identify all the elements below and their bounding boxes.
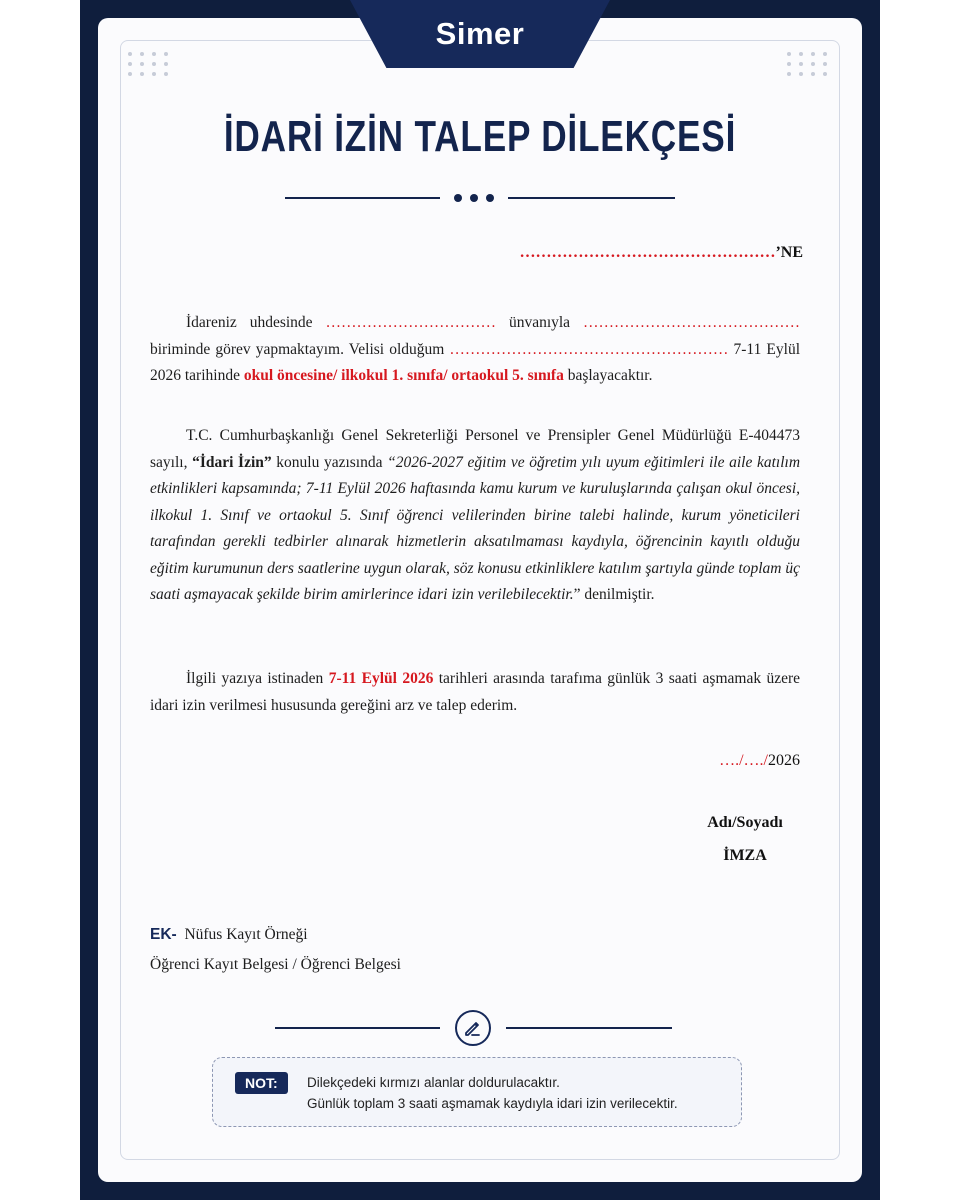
title-divider-dot (470, 194, 478, 202)
note-line: Dilekçedeki kırmızı alanlar doldurulacaktır. (307, 1075, 560, 1090)
footer-divider-right (506, 1027, 672, 1029)
decorative-dots-right (787, 52, 829, 76)
p1-blank-student: ……………………………………………… (449, 340, 729, 358)
decorative-dots-left (128, 52, 170, 76)
addressee-line (519, 244, 803, 262)
title-divider-left (285, 197, 440, 199)
p3-text-b: tarihleri arasında tarafıma günlük 3 saati aşmamak üzere idari izin verilmesi hususunda gereğini arz ve talep ederim. (150, 670, 801, 714)
addressee-blank: ………………………………………… (519, 244, 776, 261)
brand-logo-text: Simer (435, 16, 525, 51)
p1-grade-options: okul öncesine/ ilkokul 1. sınıfa/ ortaokul 5. sınıfa (243, 367, 564, 384)
document-title: İDARİ İZİN TALEP DİLEKÇESİ (223, 112, 737, 161)
title-divider-dot (486, 194, 494, 202)
p2-text-c: ” denilmiştir. (573, 586, 655, 603)
attachment-item: Öğrenci Kayıt Belgesi / Öğrenci Belgesi (150, 956, 401, 973)
attachments (150, 920, 401, 980)
p2-text-b: konulu yazısında (276, 453, 383, 471)
title-divider-dot (454, 194, 462, 202)
paragraph-2 (150, 423, 800, 609)
p1-blank-unit: …………………………………… (583, 314, 800, 331)
p1-text-e: 7-11 Eylül 2026 tarihinde (150, 340, 801, 384)
addressee-suffix: ’NE (775, 244, 803, 261)
paragraph-1 (150, 310, 800, 390)
p1-text-a: İdareniz uhdesinde (186, 314, 313, 331)
p3-text-a: İlgili yazıya istinaden (186, 670, 324, 687)
date-year: 2026 (768, 752, 800, 769)
signature-name-label: Adı/Soyadı (707, 814, 783, 831)
p1-blank-title: …………………………… (325, 314, 496, 331)
p2-subject: “İdari İzin” (192, 453, 272, 471)
footer-divider-left (275, 1027, 440, 1029)
attachment-item: Nüfus Kayıt Örneği (184, 926, 308, 943)
paragraph-3 (150, 666, 800, 719)
p2-quote: “2026-2027 eğitim ve öğretim yılı uyum eğitimleri ile aile katılım etkinlikleri kapsamında; 7-11 Eylül 2026 haftasında kamu kurum ve kuruluşlarında çalışan okul öncesi, ilkokul 1. Sınıf ve ortaokul 5. Sınıf öğrenci velilerinden birine talebi halinde, kurum yöneticileri tarafından gerekli tedbirler alınarak hizmetlerin aksatılmaması kaydıyla, öğrencinin kayıtlı olduğu eğitim kurumunun ders saatlerine uygun olarak, söz konusu etkinliklere katılım şartıyla günde toplam üç saati aşmayacak şekilde birim amirlerince idari izin verilebilecektir. (150, 453, 801, 603)
date-blank: …./…./ (719, 752, 768, 769)
note-badge: NOT: (235, 1072, 288, 1094)
pen-edit-icon (455, 1010, 491, 1046)
signature-block (685, 806, 805, 872)
p2-text-a: T.C. Cumhurbaşkanlığı Genel Sekreterliği Personel ve Prensipler Genel Müdürlüğü E-404473 sayılı, (150, 427, 800, 471)
signature-sign-label: İMZA (723, 847, 767, 864)
note-box (212, 1057, 742, 1127)
attachments-label: EK- (150, 926, 177, 943)
note-line: Günlük toplam 3 saati aşmamak kaydıyla idari izin verilecektir. (307, 1096, 678, 1111)
brand-tab-label-wrap (350, 0, 610, 68)
p3-date-range: 7-11 Eylül 2026 (328, 670, 434, 687)
p1-text-c: ünvanıyla (508, 314, 571, 331)
p1-text-f: başlayacaktır. (567, 367, 653, 384)
date-line (719, 752, 800, 770)
title-divider-right (508, 197, 675, 199)
p1-text-d: biriminde görev yapmaktayım. Velisi olduğum (150, 340, 445, 358)
